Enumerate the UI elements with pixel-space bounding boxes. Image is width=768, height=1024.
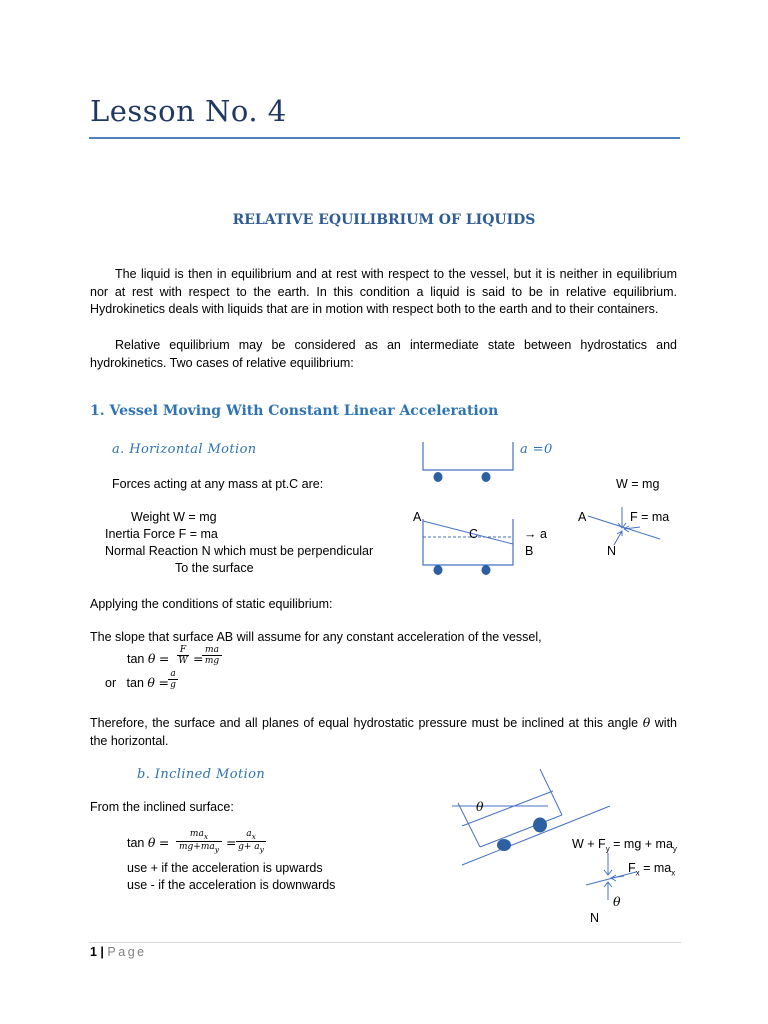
label-b: B (525, 544, 534, 558)
normal-line-2: To the surface (175, 561, 254, 575)
acceleration-zero-label: a =0 (520, 442, 553, 457)
inclined-intro: From the inclined surface: (90, 800, 234, 814)
case-1-heading: 1. Vessel Moving With Constant Linear Acceleration (90, 403, 499, 419)
force-label-a: A (578, 510, 587, 524)
fraction-f-over-w: $\frac{F}{W}$ (178, 645, 188, 666)
force-label-f: F = ma (630, 510, 670, 524)
horizontal-force-equation: $F_x = ma_x$ (628, 861, 676, 878)
equals-sign-2: = (226, 835, 237, 850)
page-word: Page (107, 945, 147, 959)
vertical-force-equation: $W + F_y$ = mg + $ma_y$ (572, 837, 677, 854)
applying-line: Applying the conditions of static equilibrium: (90, 597, 333, 611)
label-a: A (413, 510, 422, 524)
tan-equation-2: or tan θ = (105, 675, 169, 690)
use-minus-line: use - if the acceleration is downwards (127, 878, 336, 892)
fraction-ma-over-mg: $\frac{ma}{mg}$ (202, 645, 222, 666)
section-title: RELATIVE EQUILIBRIUM OF LIQUIDS (232, 212, 536, 228)
inertia-line: Inertia Force F = ma (105, 527, 218, 541)
footer-divider (89, 942, 681, 943)
label-c: C (469, 527, 479, 541)
force-theta-label: θ (613, 894, 621, 909)
fraction-a-over-g: $\frac{a}{g}$ (168, 669, 178, 690)
weight-label: W = mg (616, 477, 660, 491)
inclined-normal-label: N (590, 911, 600, 925)
force-label-n: N (607, 544, 617, 558)
label-arrow-a: → a (524, 527, 547, 541)
therefore-paragraph: Therefore, the surface and all planes of equal hydrostatic pressure must be inclined at this angle θ with the horizontal. (90, 715, 677, 748)
page-number: 1 (90, 945, 97, 959)
forces-intro: Forces acting at any mass at pt.C are: (112, 477, 324, 491)
tan-equation-1: tan θ = (127, 651, 170, 666)
slope-line: The slope that surface AB will assume for any constant acceleration of the vessel, (90, 630, 542, 644)
intro-paragraph-1: The liquid is then in equilibrium and at rest with respect to the vessel, but it is neither in equilibrium nor at rest with respect to the earth. In this condition a liquid is said to be in relative equilibrium. Hydrokinetics deals with liquids that are in motion with respect both to the earth and to their containers. (90, 267, 677, 316)
inclined-motion-heading: b. Inclined Motion (137, 767, 266, 782)
weight-line: Weight W = mg (131, 510, 217, 524)
page-footer: 1 | Page (90, 945, 147, 959)
lesson-title: Lesson No. 4 (90, 94, 287, 128)
normal-line: Normal Reaction N which must be perpendicular (105, 544, 374, 558)
intro-paragraph-2: Relative equilibrium may be considered as an intermediate state between hydrostatics and hydrokinetics. Two cases of relative equilibrium: (90, 338, 677, 370)
fraction-ax-over-g-ay: $\frac{a_x}{g+ a_y}$ (236, 829, 266, 854)
use-plus-line: use + if the acceleration is upwards (127, 861, 323, 875)
inclined-theta-label: θ (476, 799, 484, 814)
fraction-max-over-mg-may: $ma_x$ $mg+ma_y$ (176, 829, 222, 854)
equals-sign: = (193, 651, 204, 666)
horizontal-motion-heading: a. Horizontal Motion (112, 442, 257, 457)
tan-equation-3: tan θ = (127, 835, 170, 850)
